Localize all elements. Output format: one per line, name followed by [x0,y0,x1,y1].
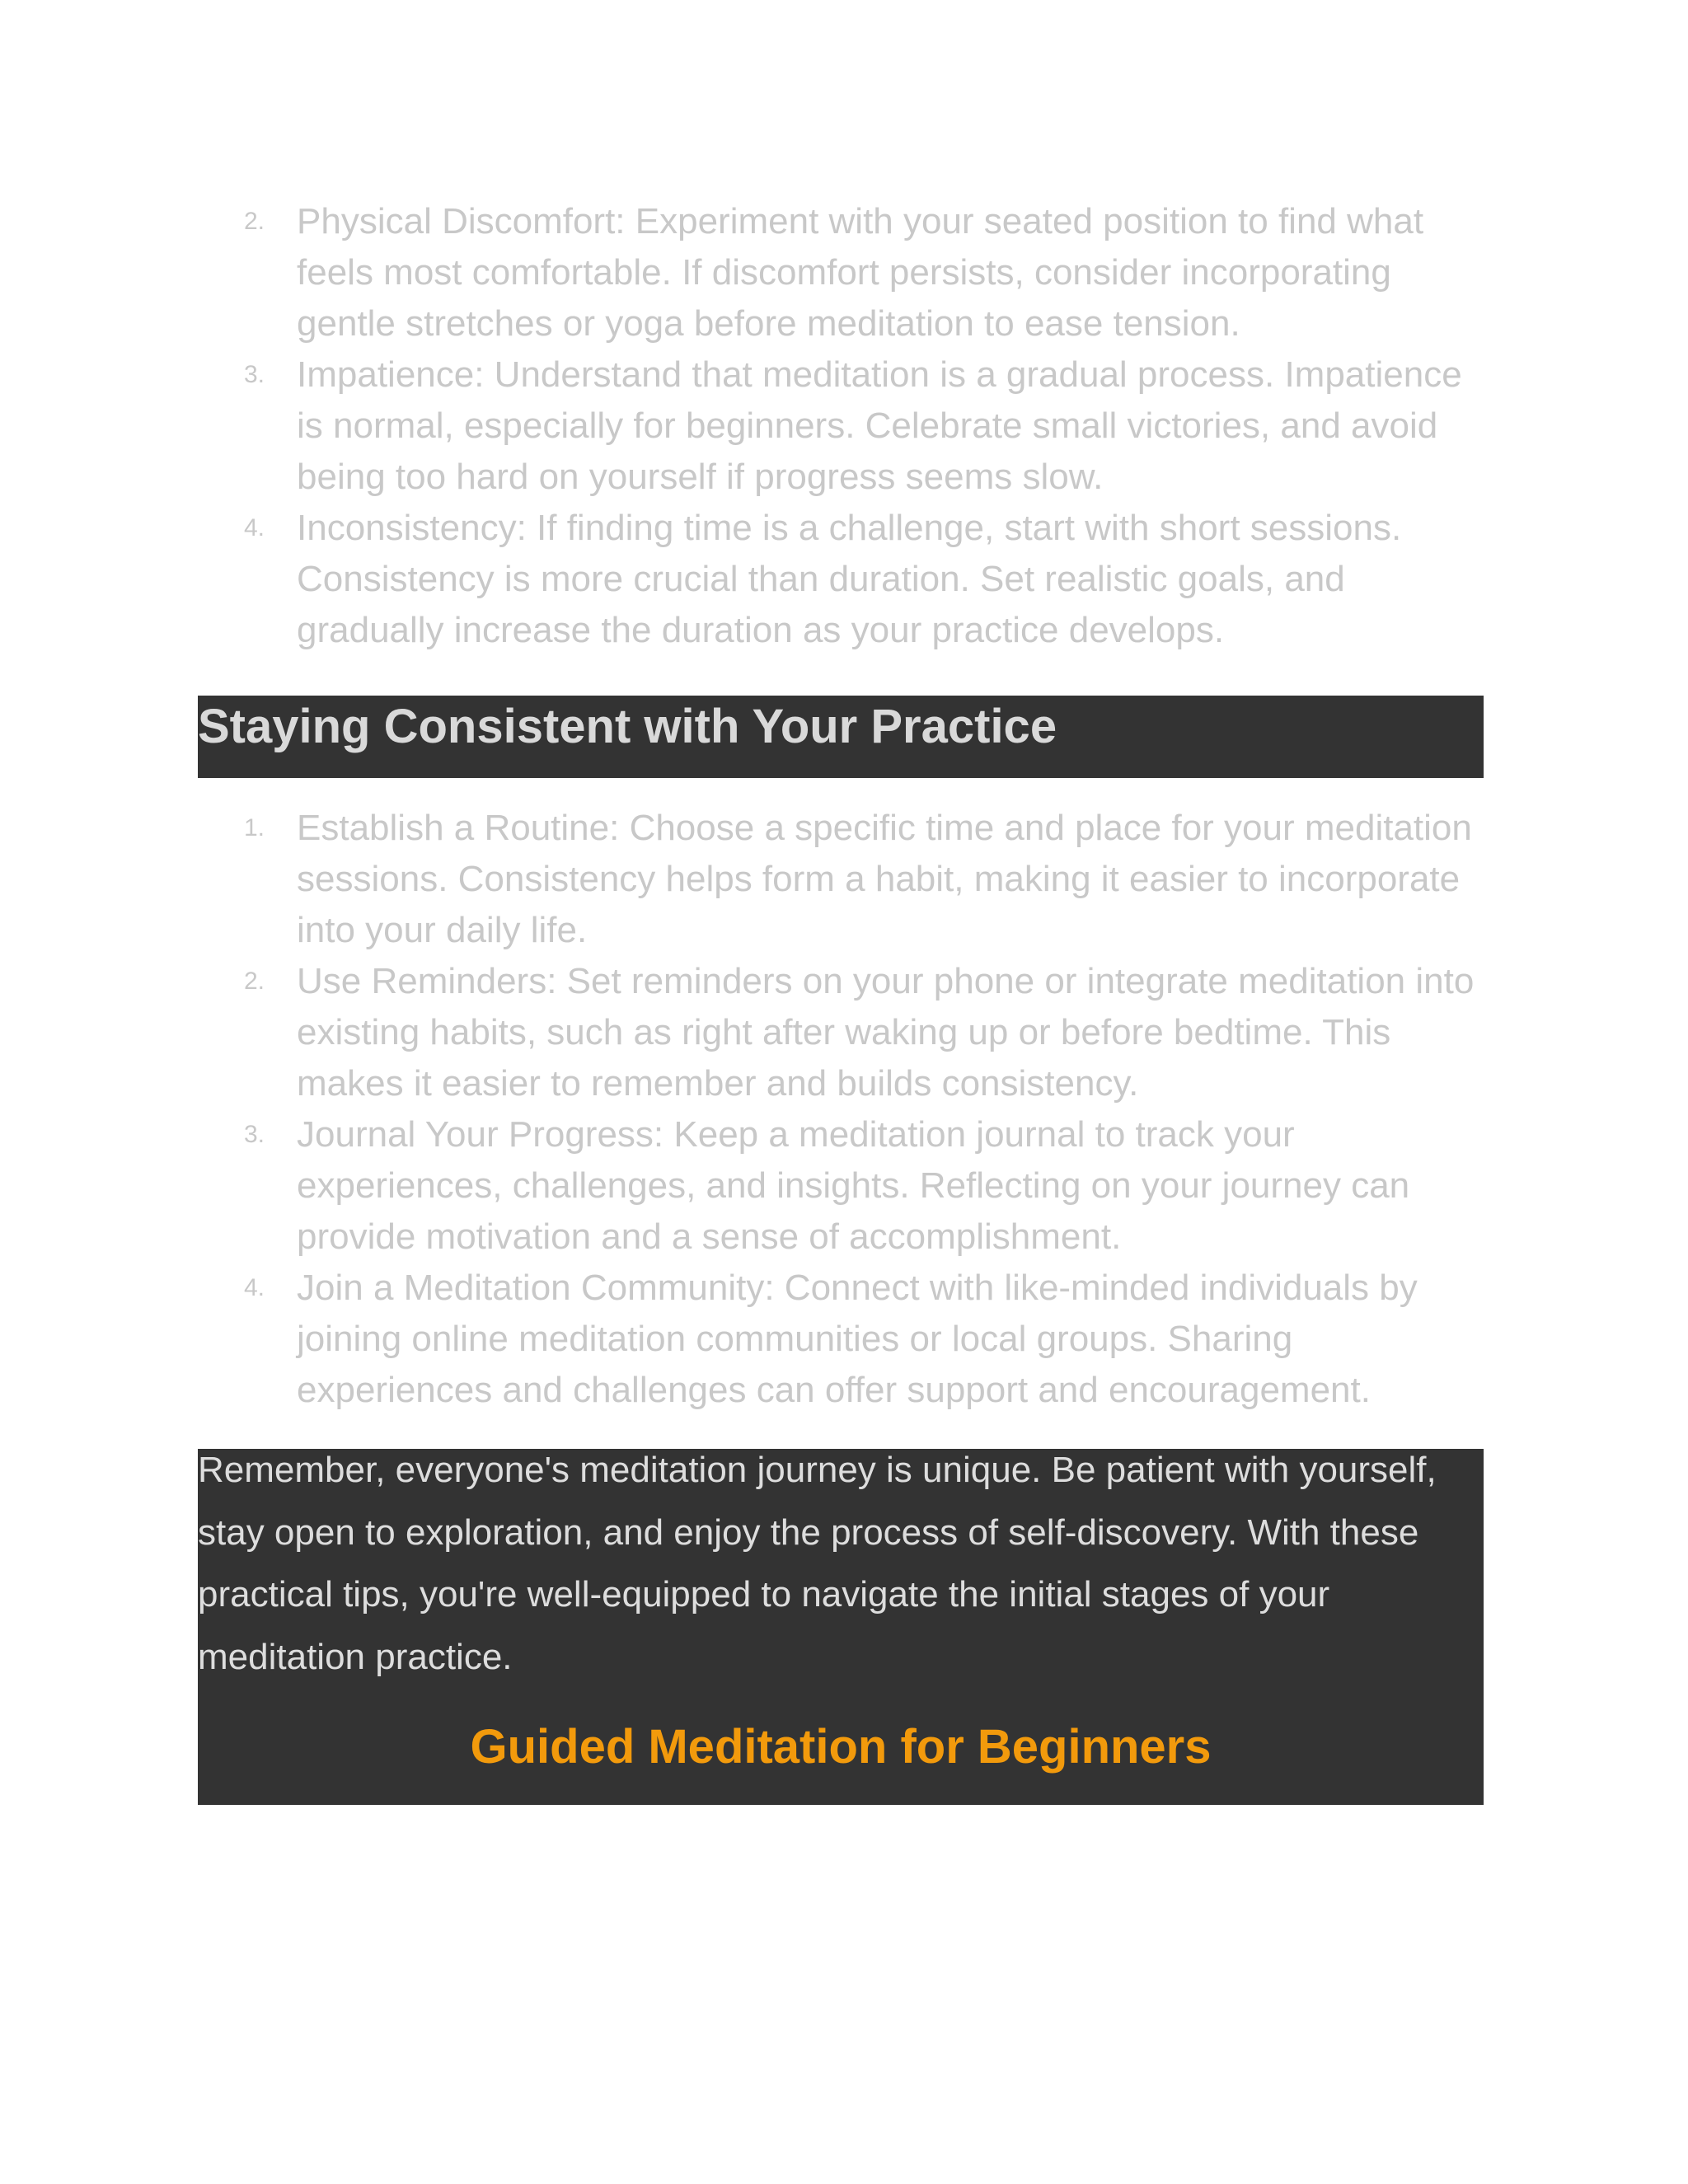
list-number: 3. [244,361,265,388]
challenges-list [198,196,1484,656]
closing-box [198,1449,1484,1805]
list-item-text: Physical Discomfort: Experiment with your seated position to find what feels most comfortable. If discomfort persists, consider incorporating gentle stretches or yoga before meditation to ease tension. [297,201,1424,344]
list-number: 4. [244,1274,265,1301]
list-item [198,803,1484,956]
list-item-text: Establish a Routine: Choose a specific time and place for your meditation sessions. Consistency helps form a habit, making it easier to incorporate into your daily life. [297,808,1472,950]
next-chapter-heading: Guided Meditation for Beginners [470,1720,1212,1774]
list-item [198,1109,1484,1263]
section-heading-bar [198,696,1484,778]
list-item [198,196,1484,349]
list-number: 2. [244,968,265,995]
list-item-text: Use Reminders: Set reminders on your phone or integrate meditation into existing habits, such as right after waking up or before bedtime. This makes it easier to remember and builds consistency. [297,961,1475,1104]
list-item-text: Join a Meditation Community: Connect with like-minded individuals by joining online meditation communities or local groups. Sharing experiences and challenges can offer support and encouragement. [297,1268,1418,1410]
list-number: 4. [244,514,265,541]
list-number: 2. [244,208,265,235]
list-item-text: Journal Your Progress: Keep a meditation journal to track your experiences, challenges, and insights. Reflecting on your journey can provide motivation and a sense of accomplishment. [297,1114,1410,1257]
list-number: 3. [244,1121,265,1148]
list-item [198,956,1484,1109]
list-item-text: Inconsistency: If finding time is a challenge, start with short sessions. Consistency is more crucial than duration. Set realistic goals, and gradually increase the duration as your practice develops. [297,508,1402,650]
closing-paragraph: Remember, everyone's meditation journey is unique. Be patient with yourself, stay open to exploration, and enjoy the process of self-discovery. With these practical tips, you're well-equipped to navigate the initial stages of your meditation practice. [198,1450,1437,1677]
list-item [198,1263,1484,1416]
list-item [198,503,1484,656]
section-heading: Staying Consistent with Your Practice [198,700,1057,753]
list-number: 1. [244,814,265,841]
list-item [198,349,1484,503]
document-page [198,196,1484,1805]
list-item-text: Impatience: Understand that meditation is a gradual process. Impatience is normal, especially for beginners. Celebrate small victories, and avoid being too hard on yourself if progress seems slow. [297,354,1462,497]
consistency-tips-list [198,803,1484,1416]
